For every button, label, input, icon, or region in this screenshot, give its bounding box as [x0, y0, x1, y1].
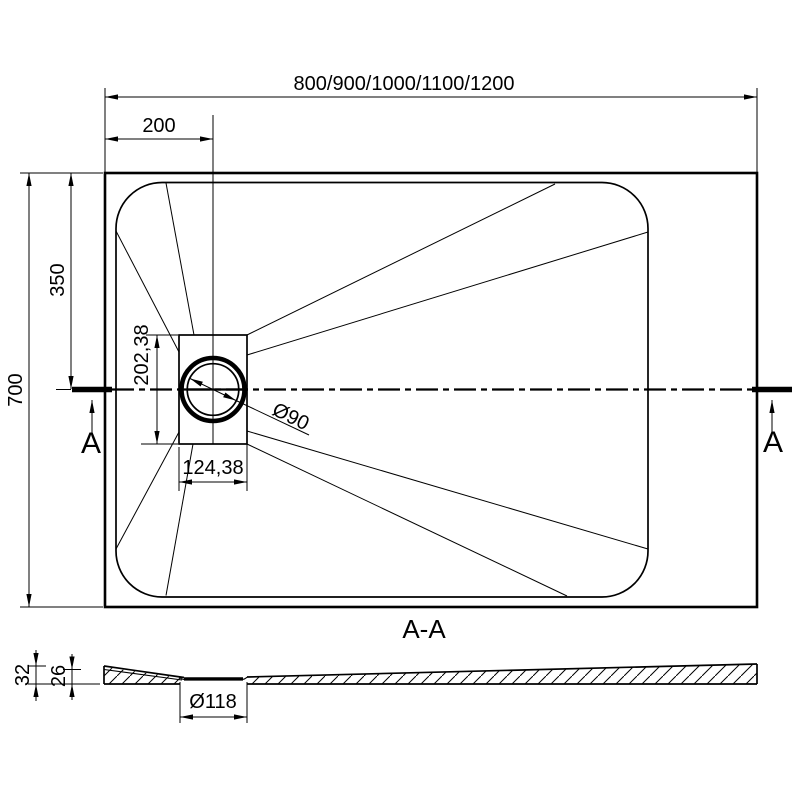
section-view	[12, 614, 757, 723]
dim-drain-diameter-label: Ø90	[268, 398, 313, 436]
dim-overall-width	[105, 73, 757, 172]
section-marker-right-label: A	[762, 426, 784, 459]
dim-drain-hole-label: Ø118	[189, 691, 237, 713]
dim-drain-box-width	[179, 437, 247, 491]
section-marker-left-label: A	[80, 427, 102, 460]
dim-section-basin-depth	[48, 654, 81, 700]
dim-drain-box-height	[131, 324, 178, 444]
plan-view	[5, 73, 792, 607]
dim-drain-offset	[105, 115, 213, 139]
dim-drain-box-height-label: 202,38	[131, 324, 153, 386]
dim-depth-label: 700	[5, 373, 27, 407]
dim-section-height-label: 32	[12, 663, 34, 687]
dim-drain-diameter	[190, 379, 312, 436]
dim-overall-width-label: 800/900/1000/1100/1200	[293, 73, 515, 95]
dim-half-depth	[47, 173, 71, 389]
dim-section-basin-depth-label: 26	[48, 664, 70, 688]
section-hatch	[104, 665, 757, 684]
dim-drain-box-width-label: 124,38	[182, 457, 244, 479]
dim-half-depth-label: 350	[47, 263, 69, 297]
dim-drain-hole	[180, 682, 247, 723]
dim-drain-offset-label: 200	[142, 115, 176, 137]
section-title: A-A	[402, 614, 446, 644]
